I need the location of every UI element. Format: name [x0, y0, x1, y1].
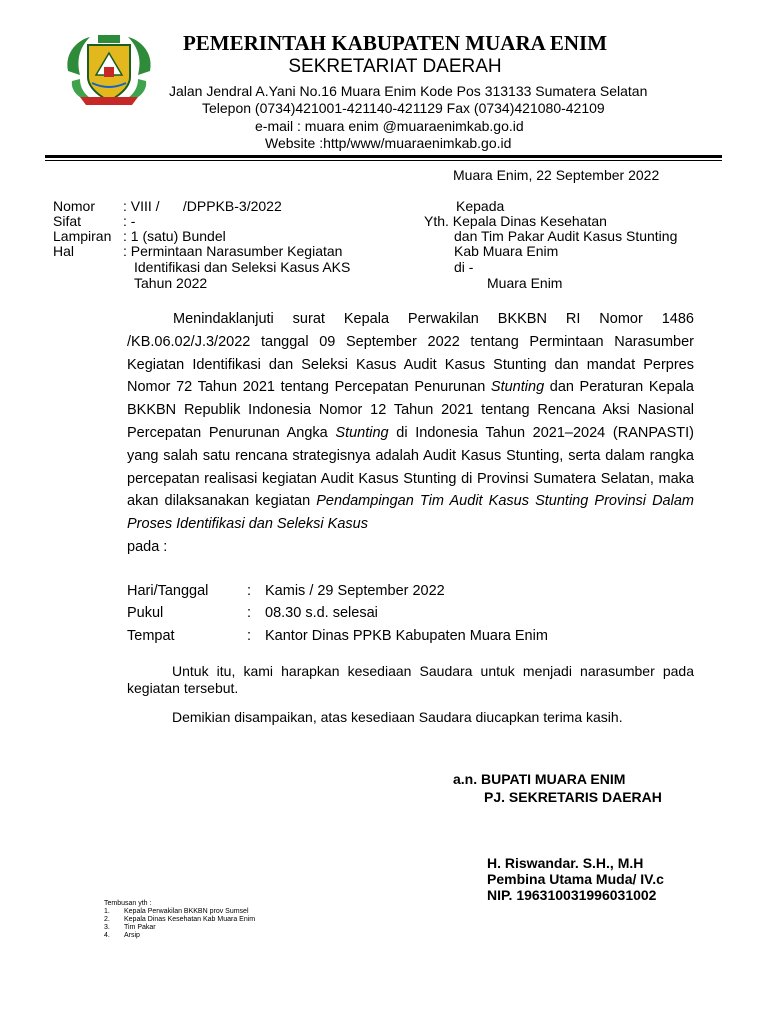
closing-paragraph: Untuk itu, kami harapkan kesediaan Saudara untuk menjadi narasumber pada kegiatan tersebut. — [127, 663, 694, 696]
paragraph-text: pada : — [127, 538, 168, 555]
paragraph-italic: Stunting — [490, 379, 545, 396]
address-line: Jalan Jendral A.Yani No.16 Muara Enim Kode Pos 313133 Sumatera Selatan — [169, 83, 648, 99]
lampiran-label: Lampiran — [53, 228, 112, 244]
sifat-label: Sifat — [53, 213, 82, 229]
signature-rank: Pembina Utama Muda/ IV.c — [487, 871, 664, 887]
paragraph-text: dan Peraturan Kepala BKKBN Republik Indonesia Nomor 12 Tahun 2021 tentang Rencana Aksi Nasional Percepatan Penurunan Angka — [127, 379, 694, 441]
schedule-value: Kamis / 29 September 2022 — [265, 583, 445, 599]
recipient-line: Kab Muara Enim — [454, 243, 559, 259]
cc-num: 4. — [104, 932, 110, 939]
letterhead-rule-thick — [45, 155, 722, 158]
letter-date: Muara Enim, 22 September 2022 — [453, 167, 660, 183]
schedule-label: Pukul — [127, 605, 164, 621]
recipient-line: di - — [454, 259, 474, 275]
schedule-sep: : — [247, 583, 252, 599]
hal-line: Identifikasi dan Seleksi Kasus AKS — [134, 259, 351, 275]
lampiran-value: : 1 (satu) Bundel — [123, 228, 226, 244]
hal-label: Hal — [53, 243, 75, 259]
schedule-value: 08.30 s.d. selesai — [265, 605, 378, 621]
sifat-value: : - — [123, 213, 136, 229]
recipient-line: Yth. Kepala Dinas Kesehatan — [424, 213, 607, 229]
cc-num: 1. — [104, 908, 110, 915]
hal-line: : Permintaan Narasumber Kegiatan — [123, 243, 343, 259]
cc-item: Kepala Dinas Kesehatan Kab Muara Enim — [124, 916, 256, 923]
schedule-label: Tempat — [127, 628, 175, 644]
signature-title: PJ. SEKRETARIS DAERAH — [484, 789, 662, 805]
signature-nip: NIP. 196310031996031002 — [487, 887, 657, 903]
cc-item: Arsip — [124, 932, 140, 939]
regency-emblem-logo — [62, 31, 156, 109]
paragraph-italic: Pendampingan Tim Audit Kasus Stunting Provinsi Dalam Proses Identifikasi dan Seleksi Kasus — [127, 493, 694, 533]
paragraph-text: di Indonesia Tahun 2021–2024 (RANPASTI) yang salah satu rencana strategisnya adalah Audit Kasus Stunting, serta dalam rangka percepatan realisasi kegiatan Audit Kasus Stunting di Provinsi Sumatera Selatan, maka akan dilaksanakan kegiatan — [127, 424, 695, 510]
signature-name: H. Riswandar. S.H., M.H — [487, 855, 644, 871]
email-line: e-mail : muara enim @muaraenimkab.go.id — [255, 118, 524, 134]
recipient-line: Muara Enim — [487, 275, 563, 291]
phone-line: Telepon (0734)421001-421140-421129 Fax (0734)421080-42109 — [202, 100, 605, 116]
paragraph-text: Menindaklanjuti surat Kepala Perwakilan BKKBN RI Nomor 1486 /KB.06.02/J.3/2022 tanggal 09 September 2022 tentang Permintaan Narasumber Kegiatan Identifikasi dan Seleksi Kasus Audit Kasus Stunting dan mandat Perpres Nomor 72 Tahun 2021 tentang Percepatan Penurunan — [127, 311, 694, 396]
nomor-value: : VIII / /DPPKB-3/2022 — [123, 198, 282, 214]
website-line: Website :http/www/muaraenimkab.go.id — [265, 135, 512, 151]
cc-item: Kepala Perwakilan BKKBN prov Sumsel — [124, 908, 249, 915]
recipient-line: dan Tim Pakar Audit Kasus Stunting — [454, 228, 678, 244]
schedule-sep: : — [247, 628, 252, 644]
schedule-sep: : — [247, 605, 252, 621]
schedule-label: Hari/Tanggal — [127, 583, 209, 599]
cc-num: 2. — [104, 916, 110, 923]
org-title: PEMERINTAH KABUPATEN MUARA ENIM — [182, 31, 608, 55]
paragraph-italic: Stunting — [335, 424, 389, 441]
main-paragraph — [127, 308, 694, 559]
signature-an: a.n. BUPATI MUARA ENIM — [453, 771, 626, 787]
closing-thanks: Demikian disampaikan, atas kesediaan Saudara diucapkan terima kasih. — [172, 709, 623, 725]
cc-item: Tim Pakar — [124, 924, 156, 931]
cc-num: 3. — [104, 924, 110, 931]
schedule-value: Kantor Dinas PPKB Kabupaten Muara Enim — [265, 628, 548, 644]
hal-line: Tahun 2022 — [134, 275, 208, 291]
nomor-label: Nomor — [53, 198, 96, 214]
letterhead-rule-thin — [45, 160, 722, 161]
dept-title: SEKRETARIAT DAERAH — [288, 56, 502, 77]
recipient-kepada: Kepada — [456, 198, 505, 214]
cc-heading: Tembusan yth : — [104, 900, 152, 907]
